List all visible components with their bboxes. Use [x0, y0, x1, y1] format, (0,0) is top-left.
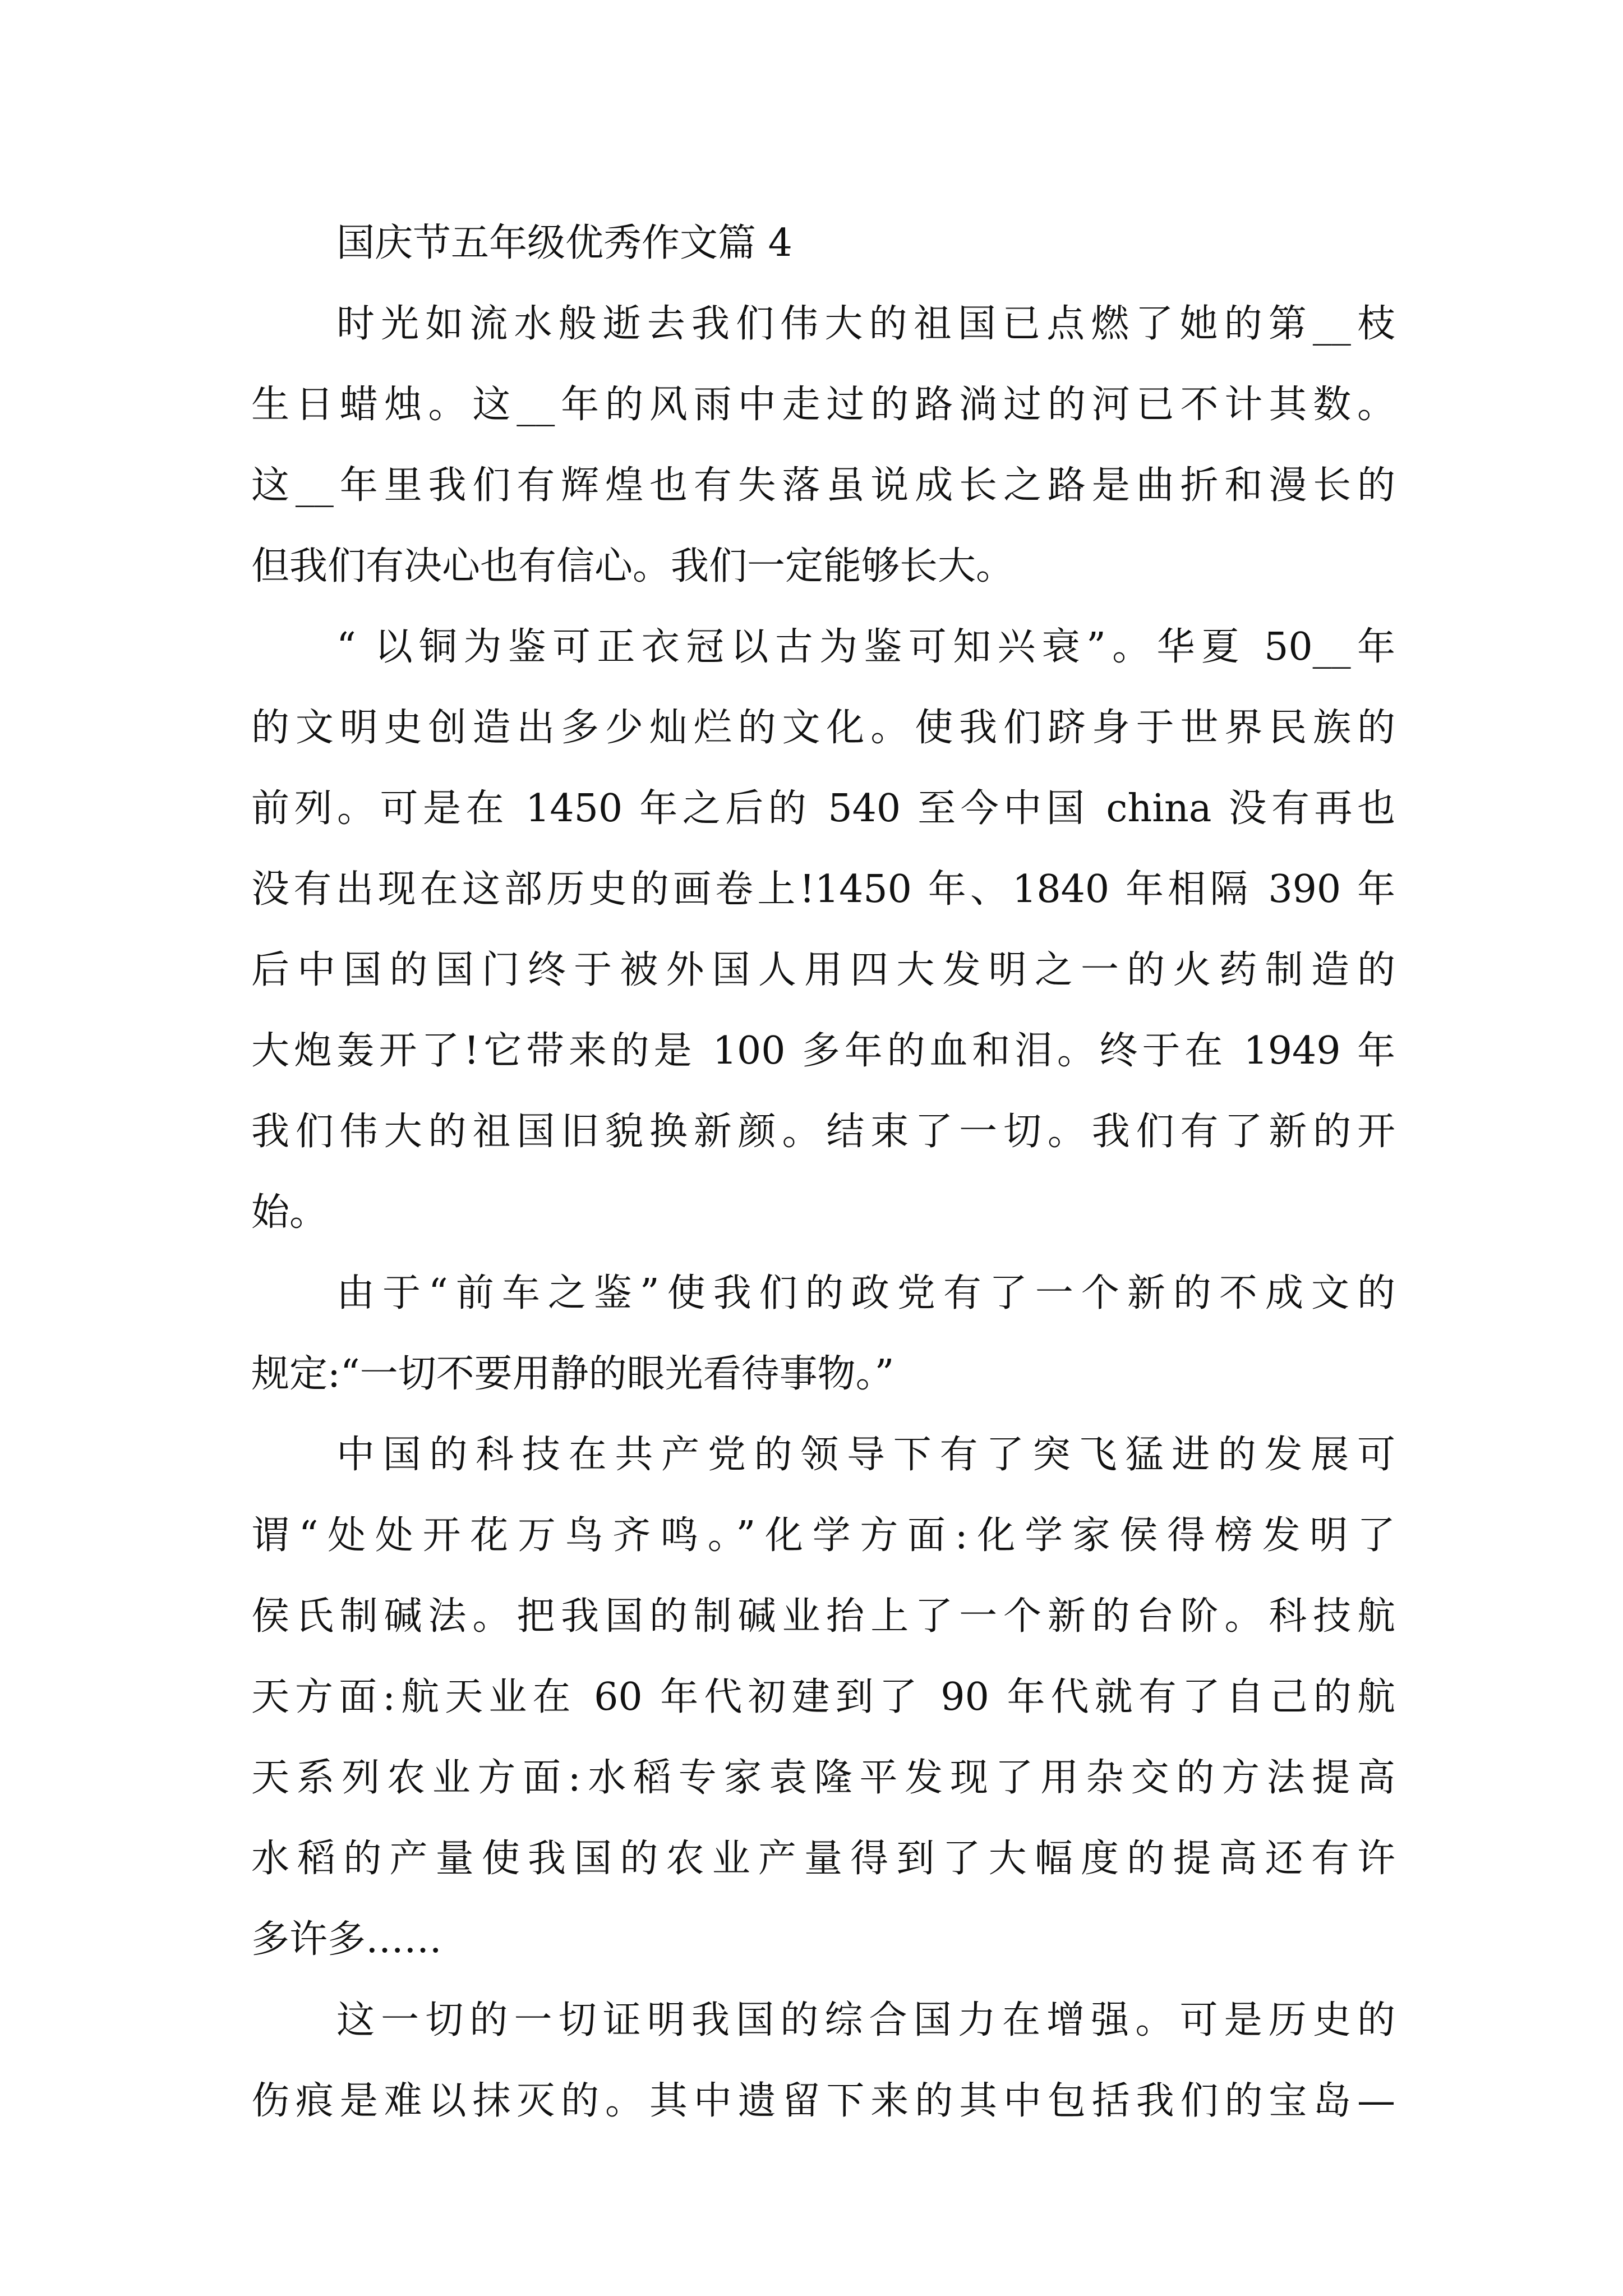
paragraph-line: 侯氏制碱法。把我国的制碱业抬上了一个新的台阶。科技航 — [251, 1594, 1395, 1639]
paragraph-line: 的文明史创造出多少灿烂的文化。使我们跻身于世界民族的 — [251, 706, 1395, 750]
paragraph-line: 始。 — [251, 1190, 328, 1235]
document-body — [251, 203, 1395, 2142]
paragraph-1 — [251, 284, 1395, 607]
paragraph-line: 中国的科技在共产党的领导下有了突飞猛进的发展可 — [336, 1433, 1395, 1477]
paragraph-line: 由于“前车之鉴”使我们的政党有了一个新的不成文的 — [336, 1271, 1395, 1315]
paragraph-line: 谓“处处开花万鸟齐鸣。”化学方面:化学家侯得榜发明了 — [251, 1513, 1395, 1558]
paragraph-line: “ 以铜为鉴可正衣冠以古为鉴可知兴衰”。华夏 50__年 — [336, 625, 1395, 669]
paragraph-line: 我们伟大的祖国旧貌换新颜。结束了一切。我们有了新的开 — [251, 1110, 1395, 1154]
paragraph-4 — [251, 1415, 1395, 1980]
paragraph-line: 生日蜡烛。这__年的风雨中走过的路淌过的河已不计其数。 — [251, 383, 1395, 427]
paragraph-line: 水稻的产量使我国的农业产量得到了大幅度的提高还有许 — [251, 1837, 1395, 1881]
paragraph-line: 时光如流水般逝去我们伟大的祖国已点燃了她的第__枝 — [336, 302, 1395, 346]
paragraph-3 — [251, 1253, 1395, 1415]
paragraph-line: 这一切的一切证明我国的综合国力在增强。可是历史的 — [336, 1998, 1395, 2042]
document-title: 国庆节五年级优秀作文篇 4 — [336, 221, 792, 265]
paragraph-line: 后中国的国门终于被外国人用四大发明之一的火药制造的 — [251, 948, 1395, 992]
paragraph-line: 规定:“一切不要用静的眼光看待事物。” — [251, 1352, 895, 1396]
paragraph-line: 没有出现在这部历史的画卷上!1450 年、1840 年相隔 390 年 — [251, 867, 1395, 912]
paragraph-2 — [251, 607, 1395, 1253]
paragraph-line: 多许多…… — [251, 1917, 442, 1962]
paragraph-line: 大炮轰开了!它带来的是 100 多年的血和泪。终于在 1949 年 — [251, 1029, 1395, 1073]
paragraph-line: 但我们有决心也有信心。我们一定能够长大。 — [251, 544, 1015, 588]
paragraph-line: 伤痕是难以抹灭的。其中遗留下来的其中包括我们的宝岛— — [251, 2079, 1395, 2123]
paragraph-line: 前列。可是在 1450 年之后的 540 至今中国 china 没有再也 — [251, 786, 1395, 831]
paragraph-line: 这__年里我们有辉煌也有失落虽说成长之路是曲折和漫长的 — [251, 463, 1395, 508]
paragraph-5 — [251, 1980, 1395, 2142]
paragraph-line: 天系列农业方面:水稻专家袁隆平发现了用杂交的方法提高 — [251, 1756, 1395, 1800]
paragraph-line: 天方面:航天业在 60 年代初建到了 90 年代就有了自己的航 — [251, 1675, 1395, 1719]
